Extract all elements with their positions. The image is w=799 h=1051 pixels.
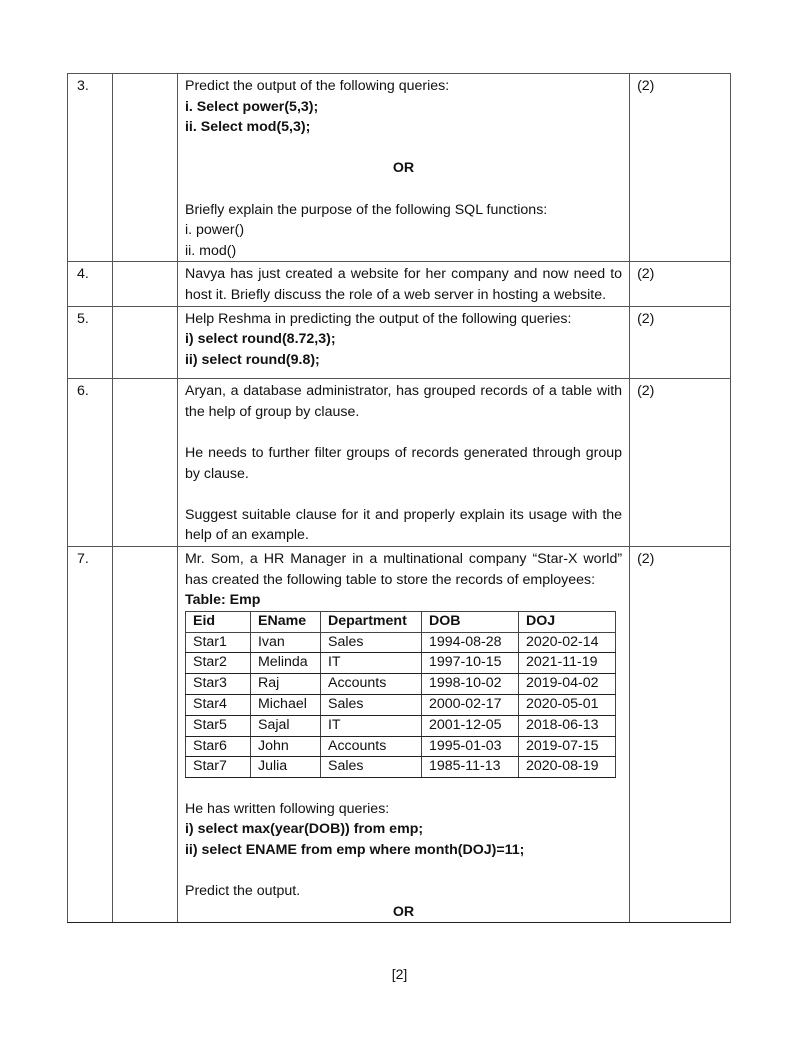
cell-ename: Julia	[250, 757, 320, 778]
cell-department: Accounts	[320, 736, 421, 757]
or-separator: OR	[392, 160, 415, 177]
question-row-4	[68, 262, 731, 306]
query-line: ii) select ENAME from emp where month(DOJ)=11;	[184, 842, 525, 858]
cell-dob: 2001-12-05	[421, 715, 518, 736]
page-number: [2]	[391, 966, 408, 982]
function-item: i. power()	[184, 222, 245, 239]
question-row-7	[68, 547, 731, 923]
question-intro: Help Reshma in predicting the output of the following queries:	[184, 310, 572, 327]
cell-dob: 1997-10-15	[421, 653, 518, 674]
column-header-ename: EName	[250, 611, 320, 632]
cell-eid: Star7	[185, 757, 250, 778]
table-row	[185, 757, 615, 778]
blank-cell	[113, 262, 178, 306]
question-body	[177, 379, 629, 547]
column-header-department: Department	[320, 611, 421, 632]
blank-cell	[113, 379, 178, 547]
marks: (2)	[630, 262, 731, 306]
query-line: ii. Select mod(5,3);	[184, 119, 311, 136]
paragraph: Aryan, a database administrator, has grouped records of a table with the help of group by clause.	[184, 383, 623, 420]
column-header-dob: DOB	[421, 611, 518, 632]
column-header-doj: DOJ	[518, 611, 615, 632]
cell-eid: Star2	[185, 653, 250, 674]
question-table	[67, 73, 731, 923]
question-body	[177, 306, 629, 379]
question-row-3	[68, 74, 731, 262]
cell-dob: 1998-10-02	[421, 674, 518, 695]
cell-ename: Sajal	[250, 715, 320, 736]
cell-doj: 2019-07-15	[518, 736, 615, 757]
question-text: Navya has just created a website for her company and now need to host it. Briefly discuss the role of a web server in hosting a website.	[184, 266, 623, 303]
cell-department: Sales	[320, 695, 421, 716]
table-row	[185, 695, 615, 716]
question-body	[177, 547, 629, 923]
blank-cell	[113, 547, 178, 923]
table-row	[185, 653, 615, 674]
question-intro: Mr. Som, a HR Manager in a multinational company “Star-X world” has created the following table to store the records of employees:	[184, 551, 623, 588]
cell-department: Sales	[320, 757, 421, 778]
marks: (2)	[630, 306, 731, 379]
queries-intro: He has written following queries:	[184, 800, 390, 817]
function-item: ii. mod()	[184, 242, 237, 259]
marks: (2)	[630, 547, 731, 923]
paragraph: Suggest suitable clause for it and properly explain its usage with the help of an example.	[184, 506, 623, 544]
cell-department: Sales	[320, 632, 421, 653]
cell-department: IT	[320, 653, 421, 674]
cell-dob: 1985-11-13	[421, 757, 518, 778]
cell-doj: 2021-11-19	[518, 653, 615, 674]
cell-doj: 2020-02-14	[518, 632, 615, 653]
query-line: ii) select round(9.8);	[184, 351, 320, 368]
blank-cell	[113, 306, 178, 379]
cell-department: IT	[320, 715, 421, 736]
cell-doj: 2018-06-13	[518, 715, 615, 736]
cell-eid: Star1	[185, 632, 250, 653]
table-row	[185, 715, 615, 736]
question-row-5	[68, 306, 731, 379]
cell-eid: Star5	[185, 715, 250, 736]
cell-eid: Star4	[185, 695, 250, 716]
question-number: 4.	[68, 262, 113, 306]
question-number: 5.	[68, 306, 113, 379]
cell-ename: Raj	[250, 674, 320, 695]
cell-department: Accounts	[320, 674, 421, 695]
column-header-eid: Eid	[185, 611, 250, 632]
emp-table-header	[185, 611, 615, 632]
cell-doj: 2020-05-01	[518, 695, 615, 716]
marks: (2)	[630, 379, 731, 547]
emp-table	[185, 611, 616, 778]
cell-doj: 2020-08-19	[518, 757, 615, 778]
question-number: 7.	[68, 547, 113, 923]
query-line: i) select max(year(DOB)) from emp;	[184, 821, 424, 838]
blank-cell	[113, 74, 178, 262]
cell-eid: Star3	[185, 674, 250, 695]
cell-dob: 2000-02-17	[421, 695, 518, 716]
question-body	[177, 262, 629, 306]
marks: (2)	[630, 74, 731, 262]
question-intro: Predict the output of the following queries:	[184, 78, 450, 94]
or-separator: OR	[392, 903, 415, 920]
cell-ename: John	[250, 736, 320, 757]
cell-dob: 1994-08-28	[421, 632, 518, 653]
table-row	[185, 632, 615, 653]
cell-dob: 1995-01-03	[421, 736, 518, 757]
query-line: i) select round(8.72,3);	[184, 331, 336, 348]
cell-doj: 2019-04-02	[518, 674, 615, 695]
table-row	[185, 674, 615, 695]
question-body	[177, 74, 629, 262]
query-line: i. Select power(5,3);	[184, 98, 319, 115]
cell-ename: Ivan	[250, 632, 320, 653]
question-intro: Briefly explain the purpose of the following SQL functions:	[184, 201, 548, 218]
paragraph: He needs to further filter groups of records generated through group by clause.	[184, 445, 623, 482]
cell-ename: Michael	[250, 695, 320, 716]
cell-eid: Star6	[185, 736, 250, 757]
table-caption: Table: Emp	[184, 592, 261, 609]
question-number: 6.	[68, 379, 113, 547]
question-number: 3.	[68, 74, 113, 262]
cell-ename: Melinda	[250, 653, 320, 674]
question-row-6	[68, 379, 731, 547]
closing-instruction: Predict the output.	[184, 883, 301, 900]
table-row	[185, 736, 615, 757]
